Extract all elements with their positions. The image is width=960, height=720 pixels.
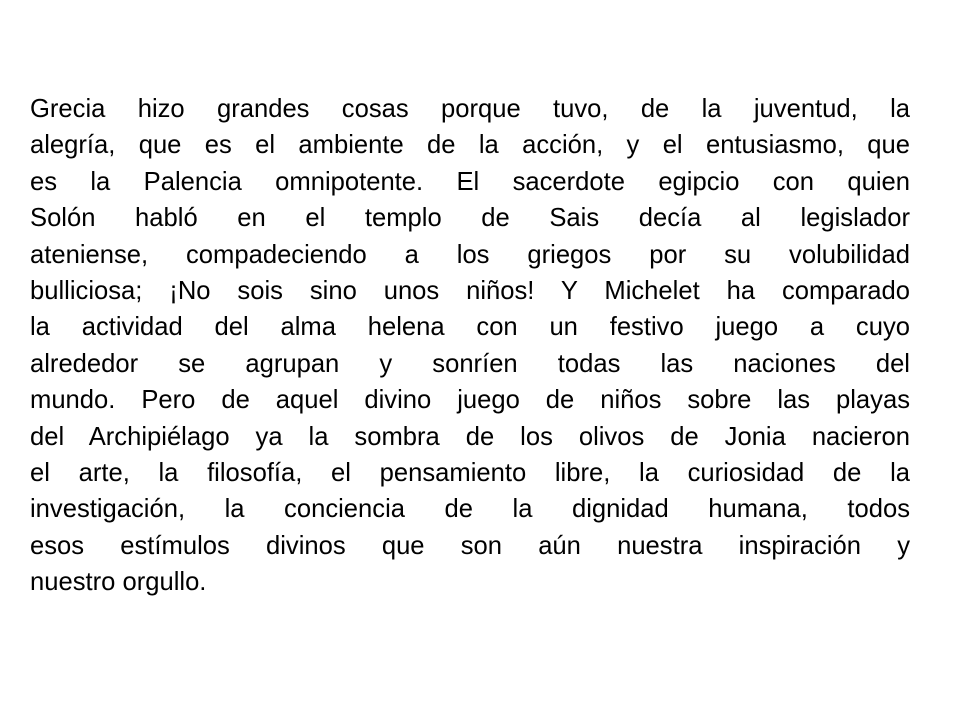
paragraph-line: la actividad del alma helena con un festivo juego a cuyo xyxy=(30,313,910,342)
paragraph-line: del Archipiélago ya la sombra de los olivos de Jonia nacieron xyxy=(30,422,910,451)
paragraph-line: alegría, que es el ambiente de la acción, y el entusiasmo, que xyxy=(30,131,910,160)
paragraph-line: esos estímulos divinos que son aún nuestra inspiración y xyxy=(30,531,910,560)
paragraph-line: es la Palencia omnipotente. El sacerdote egipcio con quien xyxy=(30,167,910,196)
paragraph-line: el arte, la filosofía, el pensamiento libre, la curiosidad de la xyxy=(30,458,910,487)
paragraph-line: ateniense, compadeciendo a los griegos por su volubilidad xyxy=(30,240,910,269)
paragraph-line: mundo. Pero de aquel divino juego de niños sobre las playas xyxy=(30,386,910,415)
paragraph-line: bulliciosa; ¡No sois sino unos niños! Y Michelet ha comparado xyxy=(30,276,910,305)
paragraph-line: Solón habló en el templo de Sais decía al legislador xyxy=(30,204,910,233)
paragraph-line: nuestro orgullo. xyxy=(30,568,207,597)
paragraph-line: Grecia hizo grandes cosas porque tuvo, de la juventud, la xyxy=(30,95,910,123)
paragraph-line: investigación, la conciencia de la dignidad humana, todos xyxy=(30,495,910,524)
quote-paragraph xyxy=(30,91,910,600)
paragraph-line: alrededor se agrupan y sonríen todas las naciones del xyxy=(30,349,910,378)
